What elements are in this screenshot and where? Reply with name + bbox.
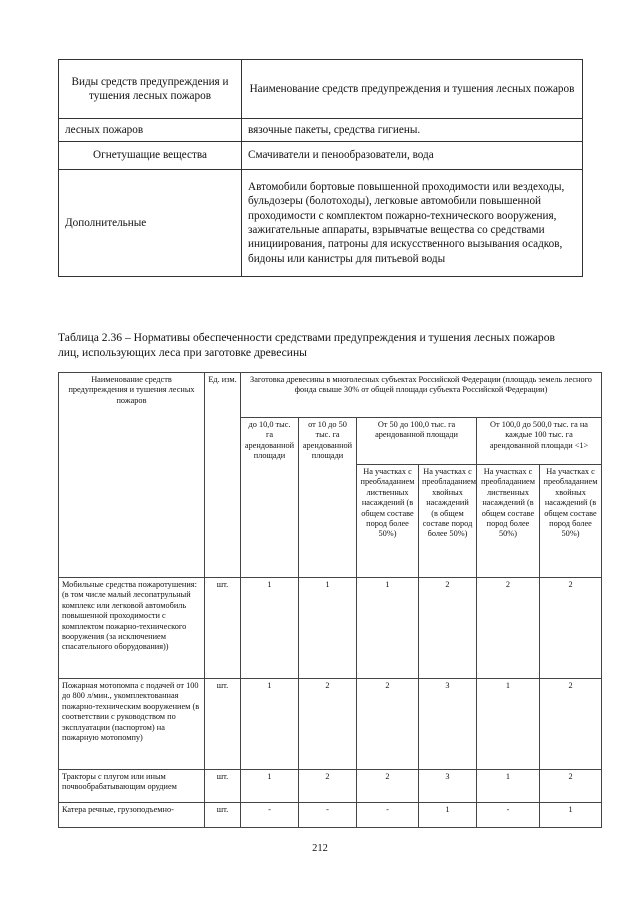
row-value: 1 xyxy=(477,770,540,803)
row-value: 1 xyxy=(241,770,299,803)
header-name: Наименование средств предупреждения и тушения лесных пожаров xyxy=(59,373,205,578)
header-leaf-deciduous: На участках с преобладанием лиственных насаждений (в общем составе пород более 50%) xyxy=(357,465,419,578)
row-value: - xyxy=(299,803,357,828)
row-unit: шт. xyxy=(205,803,241,828)
row-value: 3 xyxy=(419,770,477,803)
type-cell: лесных пожаров xyxy=(59,119,242,142)
header-leaf-deciduous: На участках с преобладанием лиственных насаждений (в общем составе пород более 50%) xyxy=(477,465,540,578)
equipment-types-table xyxy=(58,59,583,277)
table-row xyxy=(59,803,602,828)
row-unit: шт. xyxy=(205,578,241,679)
row-value: 1 xyxy=(419,803,477,828)
name-cell: Смачиватели и пенообразователи, вода xyxy=(242,142,583,170)
table-row xyxy=(59,679,602,770)
row-value: 2 xyxy=(357,679,419,770)
header-sub-1: до 10,0 тыс. га арендованной площади xyxy=(241,418,299,578)
row-value: 2 xyxy=(299,770,357,803)
name-cell: Автомобили бортовые повышенной проходимости или вездеходы, бульдозеры (болотоходы), легковые автомобили повышенной проходимости с комплектом пожарно-технического вооружения, зажигательные аппараты, взрывчатые вещества со средствами инициирования, патроны для искусственного вызывания осадков, бидоны или канистры для питьевой воды xyxy=(242,170,583,277)
row-value: 1 xyxy=(241,679,299,770)
row-value: 2 xyxy=(477,578,540,679)
row-unit: шт. xyxy=(205,679,241,770)
header-names: Наименование средств предупреждения и тушения лесных пожаров xyxy=(242,60,583,119)
header-sub-3: От 50 до 100,0 тыс. га арендованной площади xyxy=(357,418,477,465)
row-value: 2 xyxy=(299,679,357,770)
header-types: Виды средств предупреждения и тушения лесных пожаров xyxy=(59,60,242,119)
type-cell: Дополнительные xyxy=(59,170,242,277)
row-unit: шт. xyxy=(205,770,241,803)
row-value: 1 xyxy=(540,803,602,828)
table-caption: Таблица 2.36 – Нормативы обеспеченности средствами предупреждения и тушения лесных пожаров лиц, использующих леса при заготовке древесины xyxy=(58,331,555,359)
row-value: 1 xyxy=(477,679,540,770)
header-group: Заготовка древесины в многолесных субъектах Российской Федерации (площадь земель лесного фонда свыше 30% от общей площади субъекта Российской Федерации) xyxy=(241,373,602,418)
row-value: 2 xyxy=(540,578,602,679)
row-value: - xyxy=(357,803,419,828)
row-name: Мобильные средства пожаротушения: (в том числе малый лесопатрульный комплекс или легковой автомобиль повышенной проходимости с комплектом пожарно-технического вооружения (за исключением спасательного оборудования)) xyxy=(59,578,205,679)
row-value: 2 xyxy=(540,770,602,803)
type-cell: Огнетушащие вещества xyxy=(59,142,242,170)
table-row xyxy=(59,770,602,803)
page-number: 212 xyxy=(312,843,328,854)
row-value: - xyxy=(477,803,540,828)
row-value: 2 xyxy=(419,578,477,679)
row-value: - xyxy=(241,803,299,828)
header-sub-4: От 100,0 до 500,0 тыс. га на каждые 100 тыс. га арендованной площади <1> xyxy=(477,418,602,465)
row-value: 1 xyxy=(241,578,299,679)
row-value: 1 xyxy=(299,578,357,679)
row-name: Тракторы с плугом или иным почвообрабатывающим орудием xyxy=(59,770,205,803)
table-row xyxy=(59,578,602,679)
row-value: 3 xyxy=(419,679,477,770)
row-value: 2 xyxy=(357,770,419,803)
name-cell: вязочные пакеты, средства гигиены. xyxy=(242,119,583,142)
row-value: 2 xyxy=(540,679,602,770)
row-name: Пожарная мотопомпа с подачей от 100 до 800 л/мин., укомплектованная пожарно-техническим вооружением (в соответствии с руководством по эксплуатации (паспортом) на пожарную мотопомпу) xyxy=(59,679,205,770)
header-leaf-conifer: На участках с преобладанием хвойных насаждений (в общем составе пород более 50%) xyxy=(540,465,602,578)
norms-table xyxy=(58,372,602,828)
header-unit: Ед. изм. xyxy=(205,373,241,578)
row-name: Катера речные, грузоподъемно- xyxy=(59,803,205,828)
row-value: 1 xyxy=(357,578,419,679)
header-sub-2: от 10 до 50 тыс. га арендованной площади xyxy=(299,418,357,578)
header-leaf-conifer: На участках с преобладанием хвойных насаждений (в общем составе пород более 50%) xyxy=(419,465,477,578)
